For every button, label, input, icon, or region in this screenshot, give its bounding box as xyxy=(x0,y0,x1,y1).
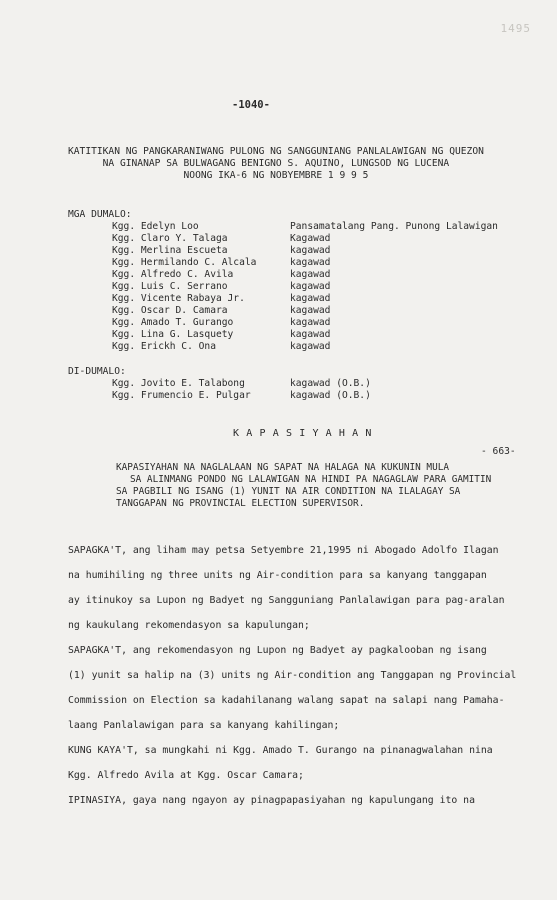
absent-member-name: Kgg. Frumencio E. Pulgar xyxy=(112,390,251,401)
body-line: (1) yunit sa halip na (3) units ng Air-condition ang Tanggapan ng Provincial xyxy=(68,670,517,681)
present-member-name: Kgg. Alfredo C. Avila xyxy=(112,269,234,280)
present-member-name: Kgg. Claro Y. Talaga xyxy=(112,233,228,244)
present-member-name: Kgg. Luis C. Serrano xyxy=(112,281,228,292)
resolution-number: - 663- xyxy=(481,446,516,457)
body-line: laang Panlalawigan para sa kanyang kahilingan; xyxy=(68,720,340,731)
absent-member-name: Kgg. Jovito E. Talabong xyxy=(112,378,245,389)
present-member-role: kagawad xyxy=(290,257,331,268)
resolution-title-line: SA ALINMANG PONDO NG LALAWIGAN NA HINDI PA NAGAGLAW PARA GAMITIN xyxy=(130,474,492,485)
present-member-role: kagawad xyxy=(290,281,331,292)
absent-member-role: kagawad (O.B.) xyxy=(290,378,371,389)
absent-member-role: kagawad (O.B.) xyxy=(290,390,371,401)
body-line: SAPAGKA'T, ang liham may petsa Setyembre 21,1995 ni Abogado Adolfo Ilagan xyxy=(68,545,499,556)
present-member-name: Kgg. Edelyn Loo xyxy=(112,221,199,232)
kapasiyahan-heading: K A P A S I Y A H A N xyxy=(233,428,373,439)
present-member-role: kagawad xyxy=(290,317,331,328)
resolution-title-line: KAPASIYAHAN NA NAGLALAAN NG SAPAT NA HALAGA NA KUKUNIN MULA xyxy=(116,462,450,473)
body-line: Commission on Election sa kadahilanang walang sapat na salapi nang Pamaha- xyxy=(68,695,505,706)
present-member-role: Pansamatalang Pang. Punong Lalawigan xyxy=(290,221,498,232)
present-member-name: Kgg. Hermilando C. Alcala xyxy=(112,257,257,268)
present-member-role: Kagawad xyxy=(290,233,331,244)
present-member-name: Kgg. Amado T. Gurango xyxy=(112,317,234,328)
present-member-role: kagawad xyxy=(290,329,331,340)
resolution-title-line: TANGGAPAN NG PROVINCIAL ELECTION SUPERVISOR. xyxy=(116,498,365,509)
header-line-1: KATITIKAN NG PANGKARANIWANG PULONG NG SANGGUNIANG PANLALAWIGAN NG QUEZON xyxy=(68,146,484,157)
resolution-title xyxy=(116,462,536,510)
present-label: MGA DUMALO: xyxy=(68,209,132,220)
body-line: IPINASIYA, gaya nang ngayon ay pinagpapasiyahan ng kapulungang ito na xyxy=(68,795,475,806)
present-member-role: kagawad xyxy=(290,341,331,352)
present-member-name: Kgg. Lina G. Lasquety xyxy=(112,329,234,340)
present-member-role: kagawad xyxy=(290,245,331,256)
present-member-role: kagawad xyxy=(290,293,331,304)
resolution-title-line: SA PAGBILI NG ISANG (1) YUNIT NA AIR CONDITION NA ILALAGAY SA xyxy=(116,486,461,497)
minutes-header xyxy=(68,146,484,182)
header-line-3: NOONG IKA-6 NG NOBYEMBRE 1 9 9 5 xyxy=(183,170,369,181)
body-line: ng kaukulang rekomendasyon sa kapulungan; xyxy=(68,620,310,631)
body-line: Kgg. Alfredo Avila at Kgg. Oscar Camara; xyxy=(68,770,304,781)
present-member-name: Kgg. Erickh C. Ona xyxy=(112,341,216,352)
present-member-name: Kgg. Vicente Rabaya Jr. xyxy=(112,293,245,304)
present-member-name: Kgg. Oscar D. Camara xyxy=(112,305,228,316)
body-line: na humihiling ng three units ng Air-condition para sa kanyang tanggapan xyxy=(68,570,487,581)
header-line-2: NA GINANAP SA BULWAGANG BENIGNO S. AQUINO, LUNGSOD NG LUCENA xyxy=(102,158,450,169)
absent-label: DI-DUMALO: xyxy=(68,366,126,377)
body-line: SAPAGKA'T, ang rekomendasyon ng Lupon ng Badyet ay pagkalooban ng isang xyxy=(68,645,487,656)
body-line: ay itinukoy sa Lupon ng Badyet ng Sangguniang Panlalawigan para pag-aralan xyxy=(68,595,505,606)
body-line: KUNG KAYA'T, sa mungkahi ni Kgg. Amado T. Gurango na pinanagwalahan nina xyxy=(68,745,493,756)
corner-stamp: 1495 xyxy=(500,22,531,35)
present-member-name: Kgg. Merlina Escueta xyxy=(112,245,228,256)
page-number: -1040- xyxy=(232,99,270,111)
present-member-role: kagawad xyxy=(290,305,331,316)
present-member-role: kagawad xyxy=(290,269,331,280)
